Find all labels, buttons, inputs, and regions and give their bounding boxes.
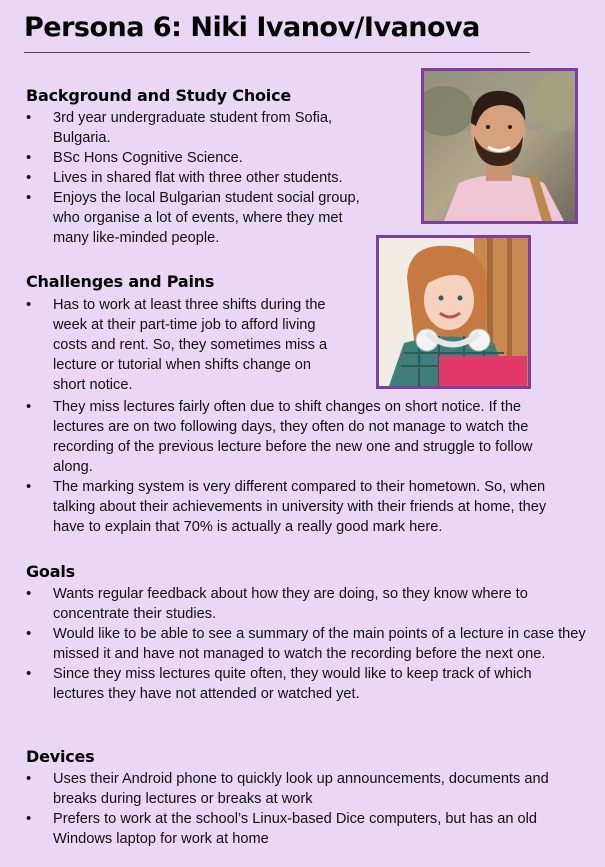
section-heading-devices: Devices xyxy=(26,747,95,766)
devices-list xyxy=(26,769,586,849)
challenges-list-first xyxy=(26,295,346,395)
list-item: • Lives in shared flat with three other students. xyxy=(26,168,371,188)
background-list xyxy=(26,108,371,248)
list-item: • Enjoys the local Bulgarian student social group, who organise a lot of events, where they met many like-minded people. xyxy=(26,188,371,248)
section-heading-background: Background and Study Choice xyxy=(26,86,292,105)
challenges-list-rest xyxy=(26,397,571,537)
list-item: • They miss lectures fairly often due to shift changes on short notice. If the lectures are on two following days, they often do not manage to watch the recording of the previous lecture before the new one and struggle to follow along. xyxy=(26,397,571,477)
female-portrait-illustration xyxy=(379,238,528,386)
persona-photo-female xyxy=(376,235,531,389)
section-heading-goals: Goals xyxy=(26,562,75,581)
male-portrait-illustration xyxy=(424,71,575,221)
list-item: • Wants regular feedback about how they are doing, so they know where to concentrate their studies. xyxy=(26,584,586,624)
list-item: • Uses their Android phone to quickly look up announcements, documents and breaks during lectures or breaks at work xyxy=(26,769,586,809)
list-item: • Prefers to work at the school’s Linux-based Dice computers, but has an old Windows laptop for work at home xyxy=(26,809,586,849)
list-item: • The marking system is very different compared to their hometown. So, when talking about their achievements in university with their friends at home, they have to explain that 70% is actually a really good mark here. xyxy=(26,477,571,537)
list-item: • Has to work at least three shifts during the week at their part-time job to afford living costs and rent. So, they sometimes miss a lecture or tutorial when shifts change on short notice. xyxy=(26,295,346,395)
title-divider xyxy=(24,52,530,53)
list-item: • Would like to be able to see a summary of the main points of a lecture in case they missed it and have not managed to watch the recording before the next one. xyxy=(26,624,586,664)
list-item: • BSc Hons Cognitive Science. xyxy=(26,148,371,168)
goals-list xyxy=(26,584,586,704)
page-title: Persona 6: Niki Ivanov/Ivanova xyxy=(24,12,480,43)
list-item: • 3rd year undergraduate student from Sofia, Bulgaria. xyxy=(26,108,371,148)
section-heading-challenges: Challenges and Pains xyxy=(26,272,215,291)
list-item: • Since they miss lectures quite often, they would like to keep track of which lectures they have not attended or watched yet. xyxy=(26,664,586,704)
persona-photo-male xyxy=(421,68,578,224)
